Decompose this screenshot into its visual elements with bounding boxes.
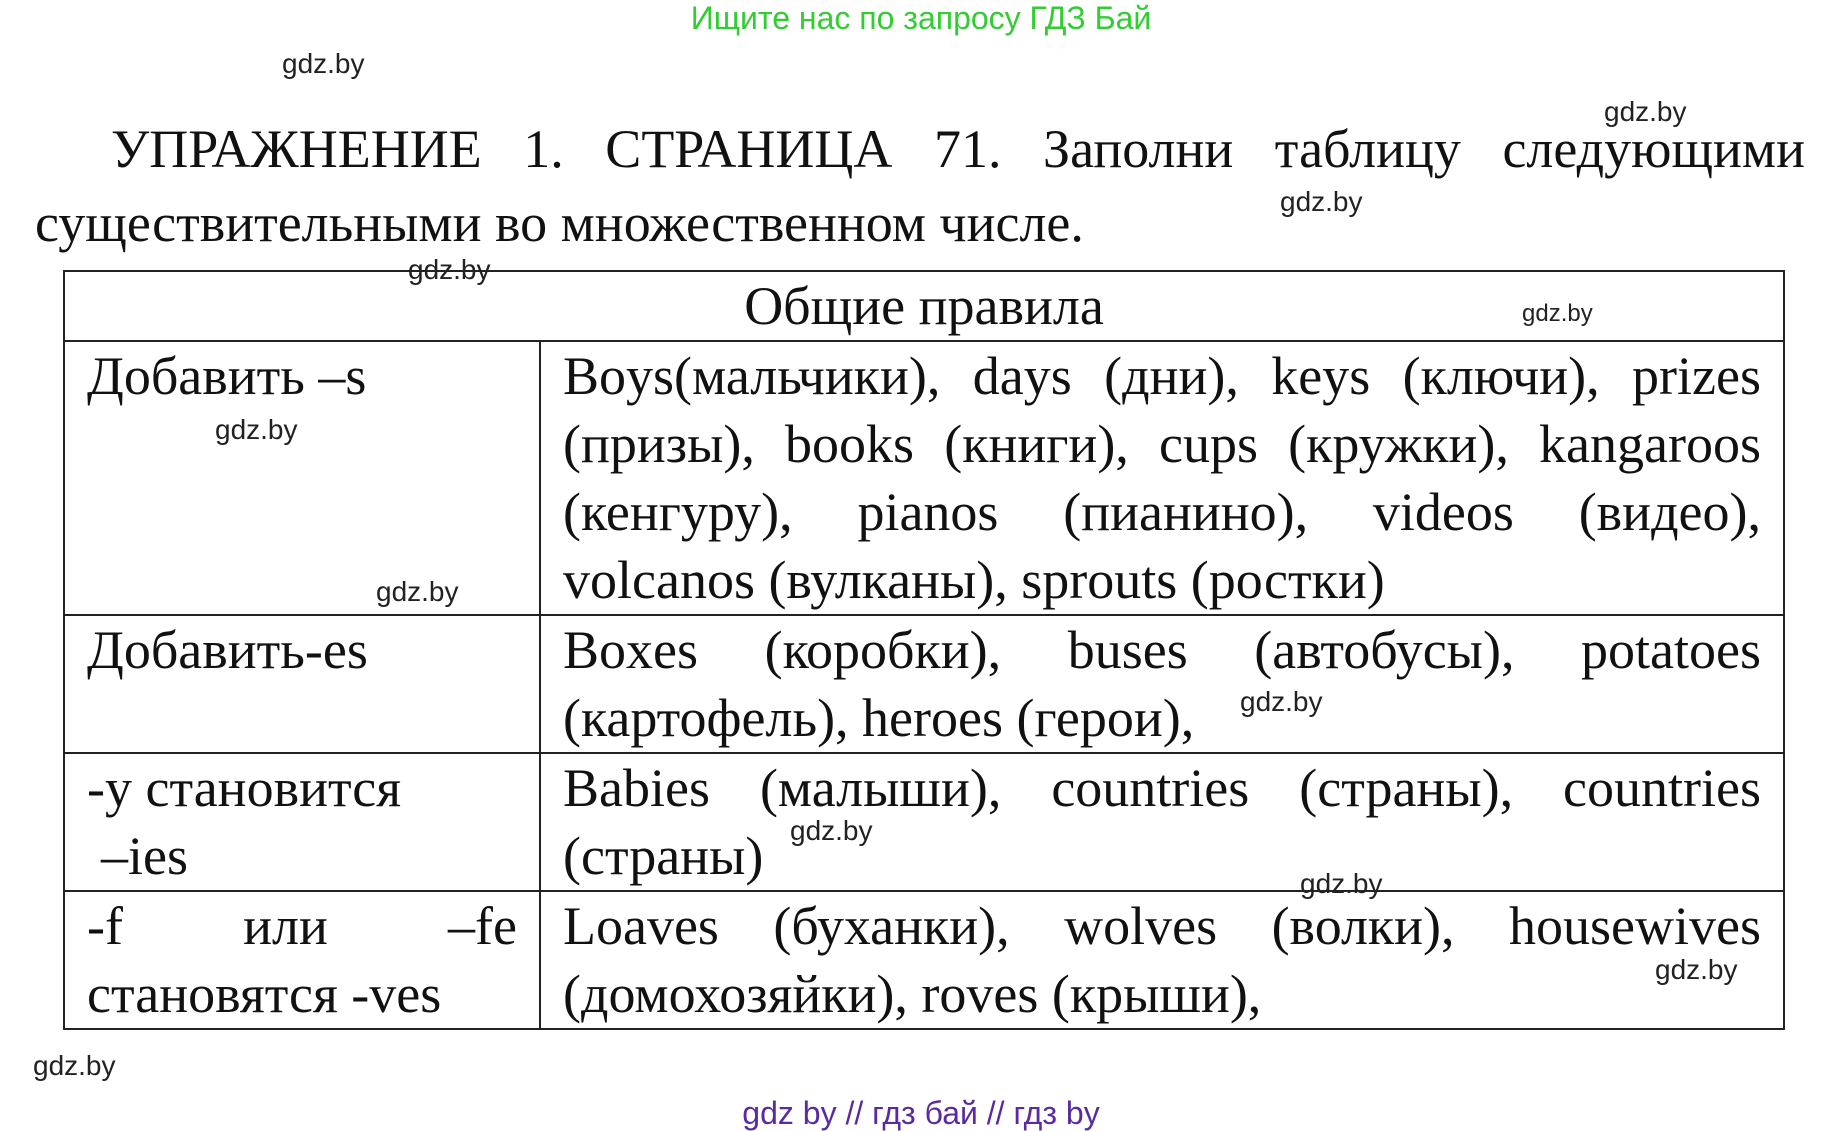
- plural-rules-table: [63, 270, 1785, 1030]
- examples-cell: Boys(мальчики), days (дни), keys (ключи), prizes (призы), books (книги), cups (кружки), kangaroos (кенгуру), pianos (пианино), videos (видео), volcanos (вулканы), sprouts (ростки): [540, 341, 1784, 615]
- heading-line-2: существительными во множественном числе.: [35, 193, 1084, 253]
- watermark: gdz.by: [408, 254, 491, 285]
- footer-links[interactable]: gdz by // гдз бай // гдз by: [742, 1095, 1100, 1131]
- table-row: [64, 341, 1784, 615]
- examples-cell: Loaves (буханки), wolves (волки), housewives (домохозяйки), roves (крыши),: [540, 891, 1784, 1029]
- table-header: Общие правила: [64, 271, 1784, 341]
- watermark: gdz.by: [1655, 954, 1738, 985]
- rule-cell: Добавить –s: [64, 341, 540, 615]
- examples-cell: Babies (малыши), countries (страны), countries (страны): [540, 753, 1784, 891]
- exercise-heading: [35, 112, 1805, 260]
- watermark: gdz.by: [1522, 300, 1593, 327]
- rule-cell: [64, 753, 540, 891]
- rule-line: становятся -ves: [87, 964, 442, 1024]
- heading-line-1: УПРАЖНЕНИЕ 1. СТРАНИЦА 71. Заполни таблицу следующими: [111, 119, 1805, 179]
- examples-cell: Boxes (коробки), buses (автобусы), potatoes (картофель), heroes (герои),: [540, 615, 1784, 753]
- watermark: gdz.by: [1604, 96, 1687, 127]
- watermark: gdz.by: [790, 815, 873, 846]
- watermark: gdz.by: [282, 48, 365, 79]
- table-header-row: [64, 271, 1784, 341]
- rule-cell: [64, 891, 540, 1029]
- watermark: gdz.by: [215, 414, 298, 445]
- table-row: [64, 891, 1784, 1029]
- rule-line: -y становится: [87, 758, 402, 818]
- rule-cell: Добавить-es: [64, 615, 540, 753]
- rule-line: -f или –fe: [87, 896, 517, 956]
- table-row: [64, 615, 1784, 753]
- rule-line: –ies: [101, 826, 188, 886]
- watermark: gdz.by: [33, 1050, 116, 1081]
- table-row: [64, 753, 1784, 891]
- watermark: gdz.by: [1280, 186, 1363, 217]
- watermark: gdz.by: [1300, 868, 1383, 899]
- watermark: gdz.by: [376, 576, 459, 607]
- promo-banner[interactable]: Ищите нас по запросу ГДЗ Бай: [690, 0, 1152, 36]
- watermark: gdz.by: [1240, 686, 1323, 717]
